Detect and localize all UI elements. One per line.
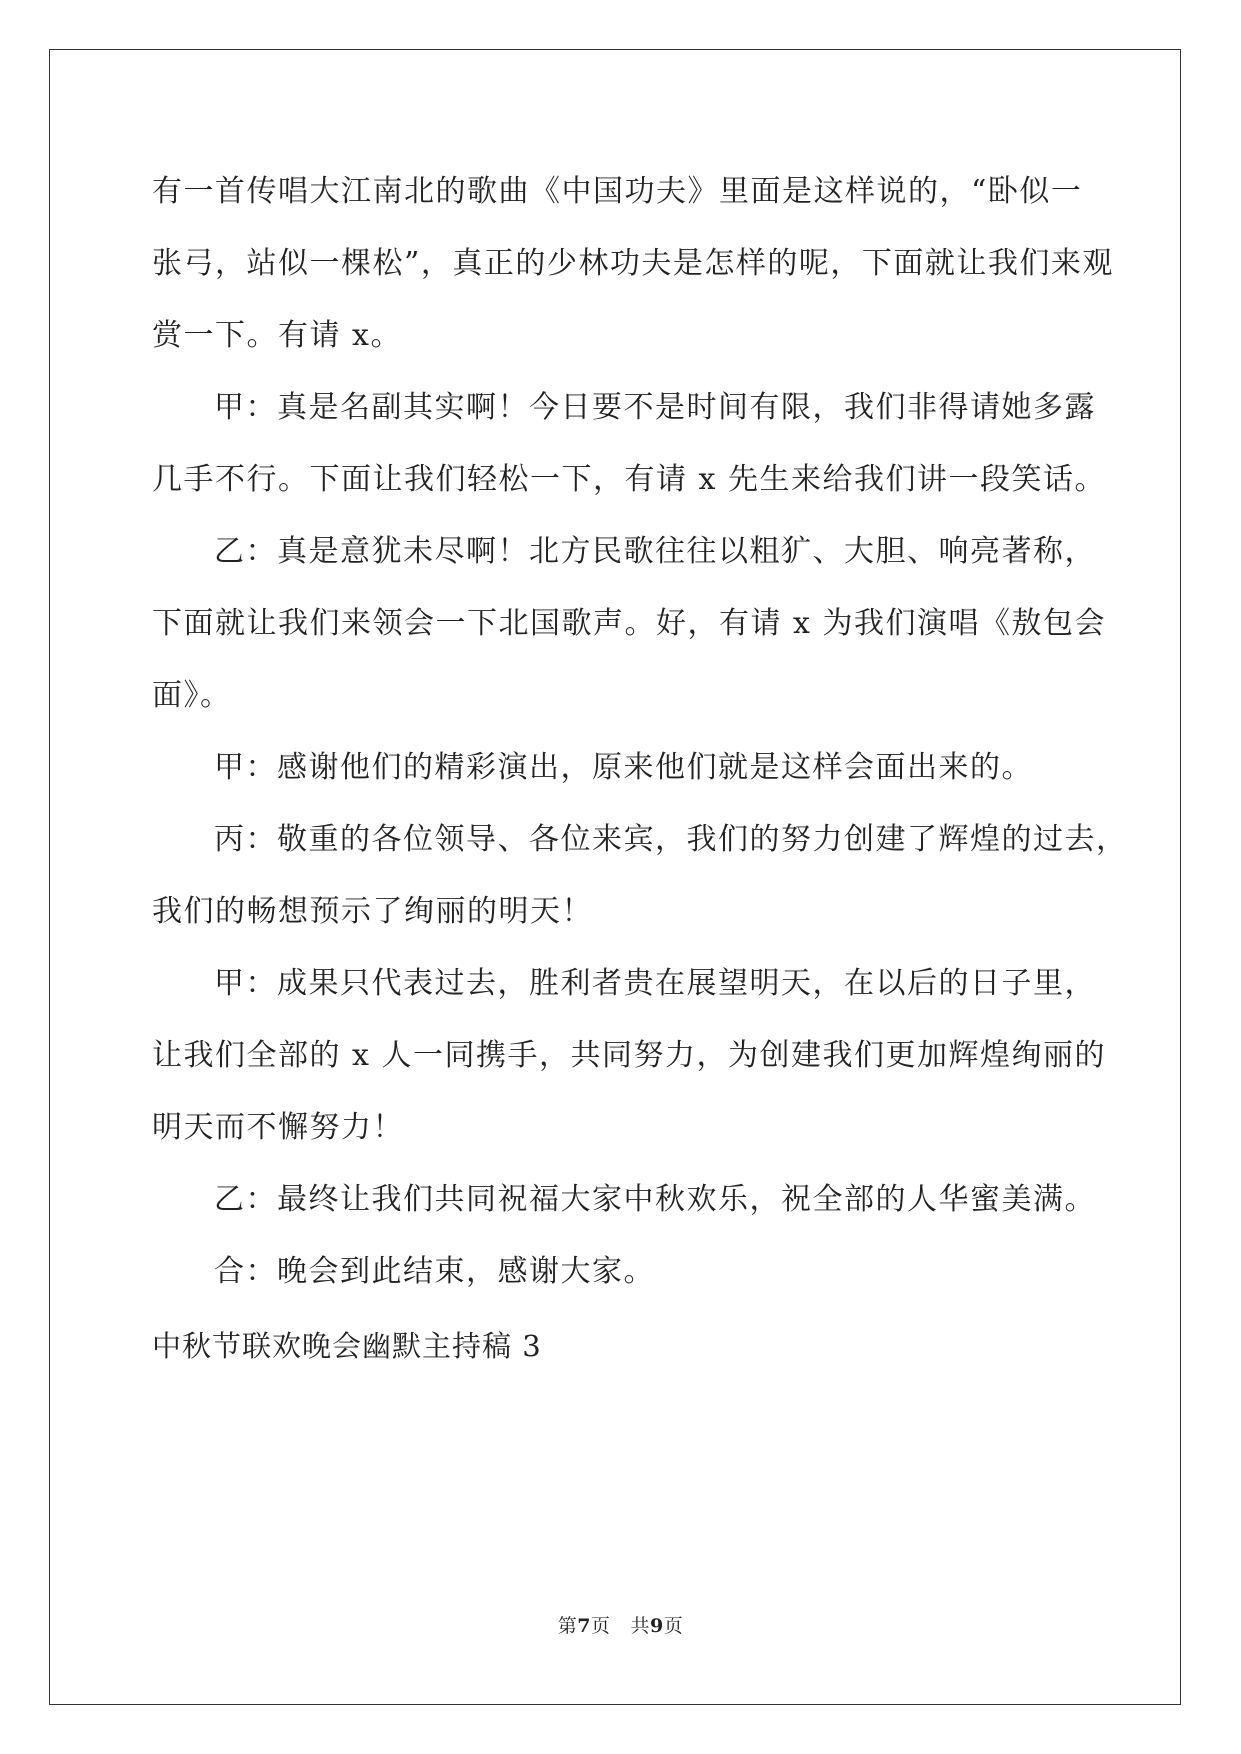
paragraph: [152, 732, 1102, 804]
text-line: 甲：成果只代表过去，胜利者贵在展望明天，在以后的日子里，: [214, 966, 1096, 1001]
page-current: 7: [577, 1615, 591, 1637]
paragraph: [152, 372, 1106, 516]
total-suffix: 页: [663, 1615, 684, 1637]
text-line: 面》。: [152, 678, 232, 713]
paragraph: [152, 1164, 1102, 1236]
text-line: 让我们全部的 x 人一同携手，共同努力，为创建我们更加辉煌绚丽的: [152, 1038, 1106, 1073]
total-prefix: 共: [630, 1615, 651, 1637]
text-line: 合：晚会到此结束，感谢大家。: [214, 1254, 655, 1289]
text-line: 丙：敬重的各位领导、各位来宾，我们的努力创建了辉煌的过去，: [214, 822, 1128, 857]
text-line: 乙：真是意犹未尽啊！北方民歌往往以粗犷、大胆、响亮著称，: [214, 534, 1096, 569]
text-line: 张弓，站似一棵松”，真正的少林功夫是怎样的呢，下面就让我们来观: [152, 246, 1114, 281]
paragraph: [152, 804, 1128, 948]
text-line: 甲：感谢他们的精彩演出，原来他们就是这样会面出来的。: [214, 750, 1033, 785]
paragraph: [152, 948, 1106, 1164]
page-suffix: 页: [590, 1615, 611, 1637]
section-heading: 中秋节联欢晚会幽默主持稿 3: [152, 1329, 542, 1363]
page-total: 9: [650, 1615, 664, 1637]
document-body: [152, 156, 1128, 1382]
paragraph: [152, 1236, 1102, 1308]
text-line: 我们的畅想预示了绚丽的明天！: [152, 894, 593, 929]
paragraph: [152, 516, 1106, 732]
text-line: 下面就让我们来领会一下北国歌声。好，有请 x 为我们演唱《敖包会: [152, 606, 1106, 641]
page-prefix: 第: [557, 1615, 578, 1637]
text-line: 乙：最终让我们共同祝福大家中秋欢乐，祝全部的人华蜜美满。: [214, 1182, 1096, 1217]
page-footer: [0, 1611, 1241, 1638]
paragraph: [152, 156, 1114, 372]
text-line: 明天而不懈努力！: [152, 1110, 404, 1145]
text-line: 赏一下。有请 x。: [152, 318, 402, 353]
text-line: 几手不行。下面让我们轻松一下，有请 x 先生来给我们讲一段笑话。: [152, 462, 1106, 497]
text-line: 有一首传唱大江南北的歌曲《中国功夫》里面是这样说的，“卧似一: [152, 174, 1083, 209]
text-line: 甲：真是名副其实啊！今日要不是时间有限，我们非得请她多露: [214, 390, 1096, 425]
